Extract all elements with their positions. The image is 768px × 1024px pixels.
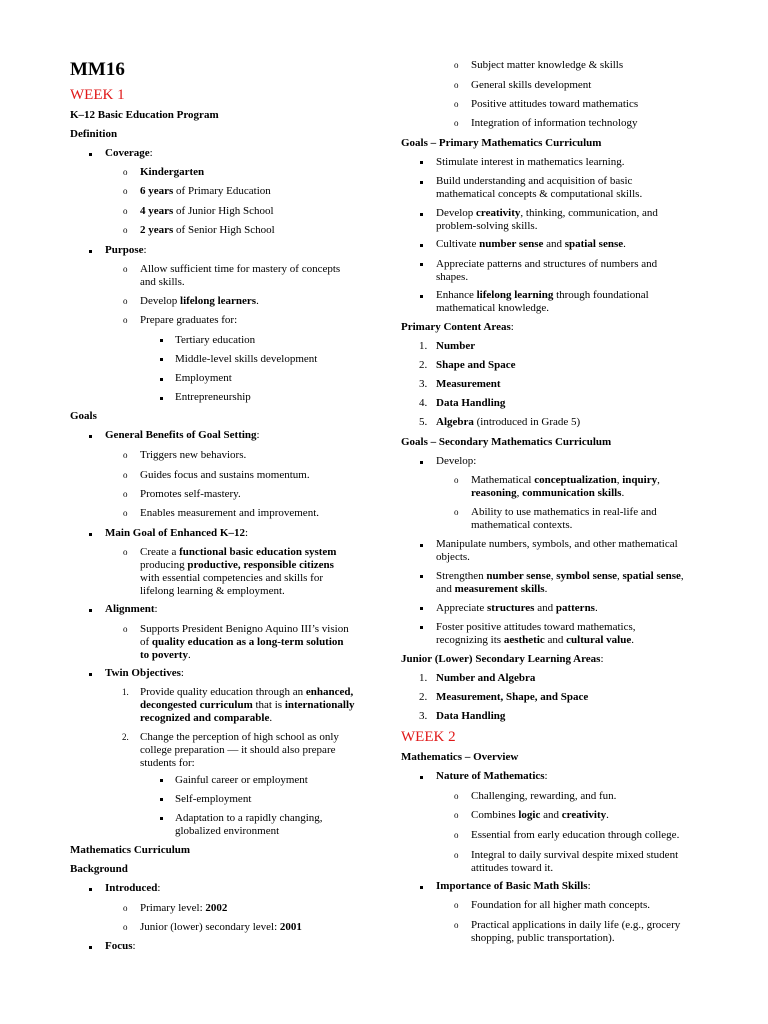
bullet-ring: o <box>123 922 128 932</box>
purpose-subitem: Employment <box>175 372 232 384</box>
bullet-ring: o <box>123 264 128 274</box>
bullet-square <box>89 609 92 612</box>
bullet-ring: o <box>454 791 459 801</box>
bullet-square <box>89 533 92 536</box>
goals-primary-item: mathematical knowledge. <box>436 302 550 314</box>
benefits-item: Triggers new behaviors. <box>140 449 247 461</box>
goals-primary-item: Appreciate patterns and structures of numbers and <box>436 258 658 270</box>
twin-objective-line: students for: <box>140 757 195 769</box>
benefits-item: Enables measurement and improvement. <box>140 507 319 519</box>
content-area-item: Measurement <box>436 378 501 390</box>
bullet-square-small <box>160 817 163 820</box>
bullet-square-small <box>420 626 423 629</box>
nature-item: Essential from early education through college. <box>471 829 680 841</box>
overview-heading: Mathematics – Overview <box>401 751 519 763</box>
goals-primary-item: Enhance lifelong learning through foundational <box>436 289 649 301</box>
bullet-ring: o <box>454 507 459 517</box>
bullet-square <box>89 673 92 676</box>
bullet-square-small <box>420 607 423 610</box>
bullet-square-small <box>160 779 163 782</box>
bullet-ring: o <box>123 225 128 235</box>
list-number: 5. <box>419 416 428 428</box>
bullet-ring: o <box>123 470 128 480</box>
bullet-ring: o <box>123 508 128 518</box>
list-number: 2. <box>419 691 428 703</box>
bullet-square-small <box>420 461 423 464</box>
alignment-line: of quality education as a long-term solution <box>140 636 344 648</box>
goals-secondary-item: Develop: <box>436 455 477 467</box>
focus-item: Positive attitudes toward mathematics <box>471 98 639 110</box>
main-goal-label: Main Goal of Enhanced K–12: <box>105 527 249 539</box>
content-area-item: Shape and Space <box>436 359 516 371</box>
goals-primary-item: Stimulate interest in mathematics learning. <box>436 156 625 168</box>
bullet-ring: o <box>454 900 459 910</box>
twin-objective-line: recognized and comparable. <box>140 712 273 724</box>
goals-secondary-subitem: Mathematical conceptualization, inquiry, <box>471 474 660 486</box>
content-area-item: Number <box>436 340 476 352</box>
bullet-ring: o <box>123 315 128 325</box>
list-number: 1. <box>419 340 428 352</box>
twin-objective-line: college preparation — it should also prepare <box>140 744 336 756</box>
goals-primary-item: Cultivate number sense and spatial sense. <box>436 238 626 250</box>
goals-secondary-item: Strengthen number sense, symbol sense, spatial sense, <box>436 570 684 582</box>
goals-primary-item: mathematical concepts & computational skills. <box>436 188 643 200</box>
list-number: 1. <box>122 687 129 697</box>
bullet-ring: o <box>454 80 459 90</box>
bullet-square-small <box>420 575 423 578</box>
main-goal-line: with essential competencies and skills for <box>140 572 323 584</box>
bullet-square <box>89 250 92 253</box>
focus-item: General skills development <box>471 79 592 91</box>
background-heading: Background <box>70 863 128 875</box>
bullet-ring: o <box>454 475 459 485</box>
junior-area-item: Data Handling <box>436 710 506 722</box>
document-title: MM16 <box>70 59 125 80</box>
bullet-square <box>89 888 92 891</box>
goals-heading: Goals <box>70 410 97 422</box>
list-number: 2. <box>122 732 129 742</box>
bullet-ring: o <box>123 296 128 306</box>
twin-objective-line: Provide quality education through an enhanced, <box>140 686 354 698</box>
bullet-ring: o <box>123 489 128 499</box>
bullet-ring: o <box>454 920 459 930</box>
coverage-item: 2 years of Senior High School <box>140 224 275 236</box>
alignment-line: to poverty. <box>140 649 191 661</box>
purpose-subitem: Entrepreneurship <box>175 391 251 403</box>
goals-primary-item: Build understanding and acquisition of basic <box>436 175 633 187</box>
goals-secondary-subitem: mathematical contexts. <box>471 519 573 531</box>
bullet-ring: o <box>454 118 459 128</box>
list-number: 3. <box>419 710 428 722</box>
main-goal-line: producing productive, responsible citizens <box>140 559 334 571</box>
bullet-ring: o <box>454 830 459 840</box>
k12-heading: K–12 Basic Education Program <box>70 109 219 121</box>
list-number: 4. <box>419 397 428 409</box>
coverage-item: 4 years of Junior High School <box>140 205 274 217</box>
introduced-item: Primary level: 2002 <box>140 902 228 914</box>
bullet-square-small <box>160 798 163 801</box>
importance-label: Importance of Basic Math Skills: <box>436 880 591 892</box>
bullet-ring: o <box>123 186 128 196</box>
coverage-item: Kindergarten <box>140 166 205 178</box>
purpose-item: Develop lifelong learners. <box>140 295 259 307</box>
bullet-ring: o <box>454 850 459 860</box>
list-number: 2. <box>419 359 428 371</box>
goals-secondary-item: and measurement skills. <box>436 583 548 595</box>
bullet-ring: o <box>123 450 128 460</box>
week-2-heading: WEEK 2 <box>401 729 456 745</box>
goals-primary-heading: Goals – Primary Mathematics Curriculum <box>401 137 602 149</box>
alignment-line: Supports President Benigno Aquino III’s vision <box>140 623 349 635</box>
bullet-square <box>89 946 92 949</box>
bullet-square-small <box>420 544 423 547</box>
list-number: 1. <box>419 672 428 684</box>
coverage-item: 6 years of Primary Education <box>140 185 271 197</box>
content-areas-heading: Primary Content Areas: <box>401 321 514 333</box>
main-goal-line: Create a functional basic education system <box>140 546 337 558</box>
goals-primary-item: shapes. <box>436 271 469 283</box>
introduced-item: Junior (lower) secondary level: 2001 <box>140 921 302 933</box>
bullet-square-small <box>420 213 423 216</box>
purpose-label: Purpose: <box>105 244 147 256</box>
introduced-label: Introduced: <box>105 882 161 894</box>
goals-secondary-heading: Goals – Secondary Mathematics Curriculum <box>401 436 612 448</box>
coverage-label: Coverage: <box>105 147 153 159</box>
goals-secondary-item: recognizing its aesthetic and cultural value. <box>436 634 634 646</box>
nature-label: Nature of Mathematics: <box>436 770 548 782</box>
junior-area-item: Measurement, Shape, and Space <box>436 691 589 703</box>
bullet-square-small <box>420 161 423 164</box>
bullet-square-small <box>160 339 163 342</box>
goals-primary-item: problem-solving skills. <box>436 220 538 232</box>
junior-areas-heading: Junior (Lower) Secondary Learning Areas: <box>401 653 604 665</box>
goals-secondary-item: objects. <box>436 551 470 563</box>
bullet-square <box>420 776 423 779</box>
goals-secondary-subitem: Ability to use mathematics in real-life and <box>471 506 657 518</box>
nature-item: attitudes toward it. <box>471 862 554 874</box>
twin-subitem: Self-employment <box>175 793 252 805</box>
bullet-square <box>420 886 423 889</box>
bullet-square <box>89 435 92 438</box>
content-area-item: Data Handling <box>436 397 506 409</box>
bullet-square-small <box>160 378 163 381</box>
list-number: 3. <box>419 378 428 390</box>
alignment-label: Alignment: <box>105 603 158 615</box>
bullet-ring: o <box>123 624 128 634</box>
goals-primary-item: Develop creativity, thinking, communication, and <box>436 207 658 219</box>
bullet-square-small <box>420 263 423 266</box>
math-curriculum-heading: Mathematics Curriculum <box>70 844 191 856</box>
bullet-square <box>89 153 92 156</box>
bullet-ring: o <box>123 206 128 216</box>
twin-subitem: Adaptation to a rapidly changing, <box>175 812 323 824</box>
purpose-subitem: Tertiary education <box>175 334 256 346</box>
main-goal-line: lifelong learning & employment. <box>140 585 285 597</box>
nature-item: Challenging, rewarding, and fun. <box>471 790 617 802</box>
twin-objective-line: Change the perception of high school as only <box>140 731 339 743</box>
goals-secondary-item: Manipulate numbers, symbols, and other mathematical <box>436 538 678 550</box>
bullet-square-small <box>160 358 163 361</box>
benefits-label: General Benefits of Goal Setting: <box>105 429 260 441</box>
purpose-item: Prepare graduates for: <box>140 314 238 326</box>
bullet-ring: o <box>454 99 459 109</box>
bullet-ring: o <box>454 60 459 70</box>
week-1-heading: WEEK 1 <box>70 87 125 103</box>
nature-item: Integral to daily survival despite mixed student <box>471 849 679 861</box>
focus-item: Integration of information technology <box>471 117 638 129</box>
goals-secondary-item: Appreciate structures and patterns. <box>436 602 598 614</box>
bullet-square-small <box>420 181 423 184</box>
junior-area-item: Number and Algebra <box>436 672 536 684</box>
definition-heading: Definition <box>70 128 118 140</box>
twin-subitem: Gainful career or employment <box>175 774 308 786</box>
twin-subitem: globalized environment <box>175 825 280 837</box>
nature-item: Combines logic and creativity. <box>471 809 609 821</box>
bullet-square-small <box>160 397 163 400</box>
importance-item: shopping, public transportation). <box>471 932 615 944</box>
importance-item: Foundation for all higher math concepts. <box>471 899 651 911</box>
twin-objectives-label: Twin Objectives: <box>105 667 184 679</box>
goals-secondary-item: Foster positive attitudes toward mathematics, <box>436 621 636 633</box>
twin-objective-line: decongested curriculum that is internationally <box>140 699 355 711</box>
goals-secondary-subitem: reasoning, communication skills. <box>471 487 625 499</box>
benefits-item: Promotes self-mastery. <box>140 488 241 500</box>
purpose-subitem: Middle-level skills development <box>175 353 318 365</box>
bullet-square-small <box>420 295 423 298</box>
bullet-ring: o <box>123 903 128 913</box>
benefits-item: Guides focus and sustains momentum. <box>140 469 310 481</box>
purpose-item-line: Allow sufficient time for mastery of concepts <box>140 263 341 275</box>
bullet-ring: o <box>123 167 128 177</box>
purpose-item-line: and skills. <box>140 276 185 288</box>
bullet-ring: o <box>454 810 459 820</box>
focus-label: Focus: <box>105 940 136 952</box>
importance-item: Practical applications in daily life (e.g., grocery <box>471 919 681 931</box>
content-area-item: Algebra (introduced in Grade 5) <box>436 416 581 428</box>
bullet-square-small <box>420 244 423 247</box>
bullet-ring: o <box>123 547 128 557</box>
focus-item: Subject matter knowledge & skills <box>471 59 624 71</box>
